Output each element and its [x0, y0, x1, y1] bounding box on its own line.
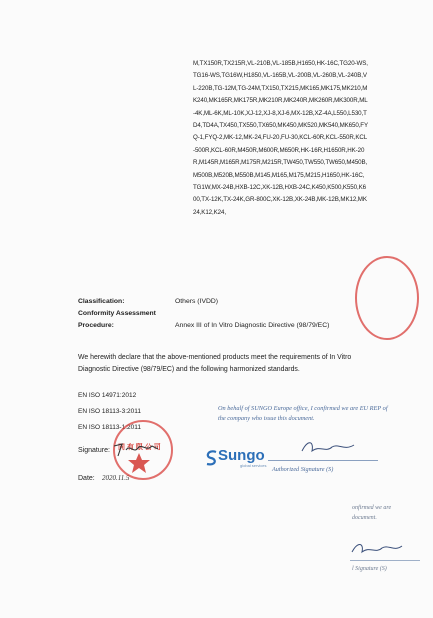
classification-row	[78, 298, 124, 305]
handwritten-signature-2	[300, 437, 356, 457]
declaration-paragraph: We herewith declare that the above-mentioned products meet the requirements of In Vitro Diagnostic Directive (98/79/EC) and the following harmonized standards.	[78, 354, 352, 373]
classification-label: Classification:	[78, 298, 125, 305]
bleed-line-1: onfirmed we are	[352, 505, 392, 511]
authorized-label: Authorized Signature (S)	[272, 466, 334, 473]
signature-label: Signature:	[78, 447, 110, 454]
date-value: 2020.11.5	[102, 474, 130, 482]
conformity-label: Conformity Assessment	[78, 310, 156, 317]
procedure-value: Annex III of In Vitro Diagnostic Directive (98/79/EC)	[175, 322, 330, 329]
bleed-signature-line	[350, 560, 420, 561]
sungo-logo	[204, 447, 274, 469]
bleed-line-3: l Signature (S)	[352, 566, 387, 572]
edge-seal	[355, 256, 419, 340]
standard-3: EN ISO 18113-1:2011	[78, 424, 141, 431]
handwritten-signature-1	[112, 440, 162, 458]
logo-name: Sungo	[218, 447, 265, 464]
standard-2: EN ISO 18113-3:2011	[78, 408, 141, 415]
logo-subtitle: global services	[240, 463, 267, 468]
model-list: M,TX150R,TX215R,VL-210B,VL-185B,H1650,HK-16C,TG20-WS,TG16-WS,TG16W,H1850,VL-165B,VL-200B,VL-260B,VL-240B,VL-220B,TG-12M,TG-24M,TX150,TX215,MK165,MK175,MK210,MK240,MK165R,MK175R,MK210R,MK240R,MK260R,MK300R,ML-4K,ML-6K,ML-10K,XJ-12,XJ-8,XJ-6,MX-12B,XZ-4A,L550,L530,TD4,TD4A,TX450,TX550,TX650,MK450,MK520,MK540,MK650,FYQ-1,FYQ-2,MK-12,MK-24,FU-20,FU-30,KCL-60R,KCL-550R,KCL-500R,KCL-60R,M450R,M600R,M650R,HK-16R,H1650R,HK-20R,M145R,M165R,M175R,M215R,TW450,TW550,TW650,M450B,M500B,M520B,M550B,M145,M165,M175,M215,H1650,HK-16C,TG1W,MX-24B,HXB-12C,XK-12B,HXB-24C,K450,K500,K550,K600,TX-12K,TX-24K,GR-800C,XK-12B,XK-24B,MK-12B,MK12,MK24,K12,K24,	[193, 60, 369, 216]
standard-1: EN ISO 14971:2012	[78, 392, 137, 399]
seal-text: 同 有 限 公 司	[118, 444, 161, 451]
signature-line	[268, 460, 378, 461]
date-label: Date:	[78, 475, 95, 482]
classification-value: Others (IVDD)	[175, 298, 219, 305]
behalf-note: On behalf of SUNGO Europe office, I confirmed we are EU REP of the company who issue this document.	[218, 405, 388, 422]
bleed-line-2: document.	[352, 515, 377, 521]
bleed-signature	[350, 538, 404, 558]
procedure-label: Procedure:	[78, 322, 114, 329]
